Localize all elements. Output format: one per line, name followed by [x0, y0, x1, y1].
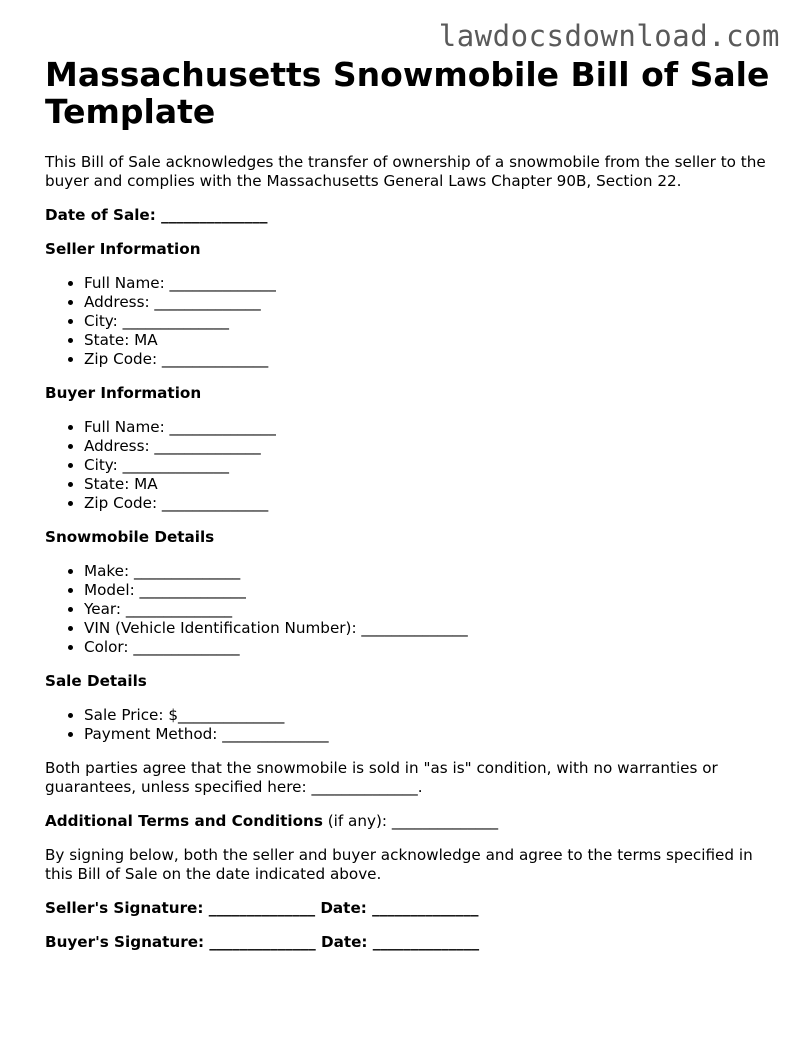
seller-state: • State: MA: [84, 331, 775, 350]
snowmobile-year: • Year: ______________: [84, 600, 775, 619]
buyer-heading: Buyer Information: [45, 384, 202, 402]
snowmobile-list: [45, 562, 775, 657]
seller-list: [45, 274, 775, 369]
watermark: lawdocsdownload.com: [438, 19, 780, 53]
date-of-sale-label: Date of Sale:: [45, 206, 156, 224]
snowmobile-vin: • VIN (Vehicle Identification Number): ______________: [84, 619, 775, 638]
as-is-paragraph: Both parties agree that the snowmobile is sold in "as is" condition, with no warranties or guarantees, unless specified here: ______________.: [45, 759, 718, 796]
additional-terms-label: Additional Terms and Conditions: [45, 812, 323, 830]
snowmobile-make: • Make: ______________: [84, 562, 775, 581]
document-title: Massachusetts Snowmobile Bill of Sale Template: [45, 55, 770, 131]
snowmobile-color: • Color: ______________: [84, 638, 775, 657]
seller-signature-line: [45, 899, 775, 918]
buyer-full-name: • Full Name: ______________: [84, 418, 775, 437]
seller-full-name: • Full Name: ______________: [84, 274, 775, 293]
buyer-date-blank: ______________: [367, 933, 480, 951]
buyer-signature-label: Buyer's Signature:: [45, 933, 205, 951]
buyer-date-label: Date:: [320, 933, 368, 951]
buyer-signature-line: [45, 933, 775, 952]
additional-terms-rest: (if any): ______________: [322, 812, 499, 830]
seller-zip-code: • Zip Code: ______________: [84, 350, 775, 369]
seller-signature-blank: ______________: [203, 899, 321, 917]
seller-date-blank: ______________: [366, 899, 479, 917]
sale-list: [45, 706, 775, 744]
additional-terms-line: [45, 812, 775, 831]
seller-date-label: Date:: [320, 899, 367, 917]
sale-heading: Sale Details: [45, 672, 147, 690]
sale-price: • Sale Price: $______________: [84, 706, 775, 725]
buyer-signature-blank: ______________: [204, 933, 321, 951]
snowmobile-model: • Model: ______________: [84, 581, 775, 600]
date-of-sale-line: [45, 206, 775, 225]
buyer-list: [45, 418, 775, 513]
buyer-city: • City: ______________: [84, 456, 775, 475]
date-of-sale-blank: ______________: [155, 206, 268, 224]
snowmobile-heading: Snowmobile Details: [45, 528, 215, 546]
seller-city: • City: ______________: [84, 312, 775, 331]
payment-method: • Payment Method: ______________: [84, 725, 775, 744]
buyer-state: • State: MA: [84, 475, 775, 494]
seller-signature-label: Seller's Signature:: [45, 899, 204, 917]
seller-address: • Address: ______________: [84, 293, 775, 312]
acknowledgment-paragraph: By signing below, both the seller and buyer acknowledge and agree to the terms specified in this Bill of Sale on the date indicated above.: [45, 846, 753, 883]
document-body: [45, 153, 775, 967]
buyer-address: • Address: ______________: [84, 437, 775, 456]
intro-paragraph: This Bill of Sale acknowledges the transfer of ownership of a snowmobile from the seller to the buyer and complies with the Massachusetts General Laws Chapter 90B, Section 22.: [45, 153, 766, 190]
buyer-zip-code: • Zip Code: ______________: [84, 494, 775, 513]
seller-heading: Seller Information: [45, 240, 201, 258]
